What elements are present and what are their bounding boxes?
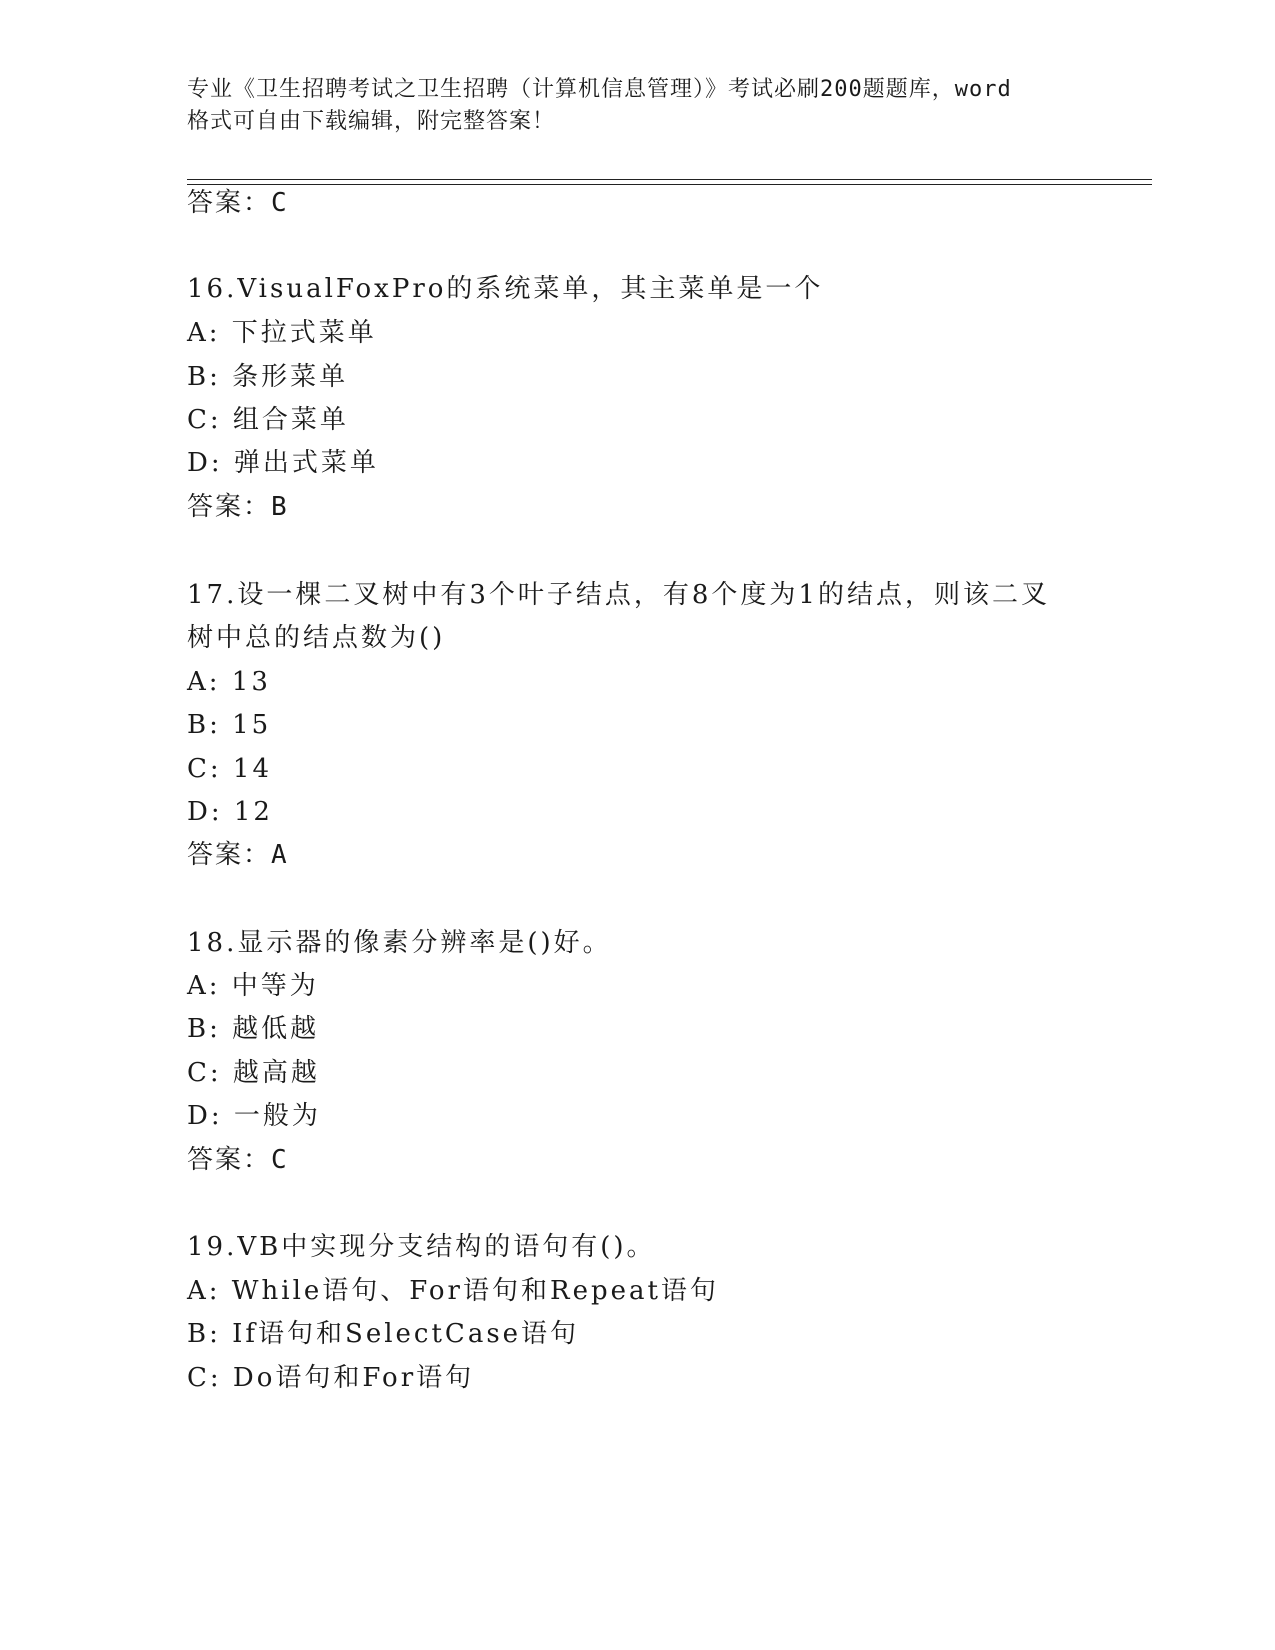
question-16-option-d: D: 弹出式菜单	[187, 448, 379, 478]
answer-label: 答案：	[187, 188, 272, 218]
header-divider-bottom	[187, 184, 1152, 185]
answer-value: C	[271, 188, 289, 218]
answer-value: C	[271, 1145, 289, 1175]
question-19-option-c: C: Do语句和For语句	[187, 1363, 475, 1393]
question-17-answer	[187, 838, 289, 872]
question-17-text-line-2: 树中总的结点数为()	[187, 623, 446, 653]
question-18-option-d: D: 一般为	[187, 1101, 321, 1131]
question-16-option-b: B: 条形菜单	[187, 362, 349, 392]
question-18-option-c: C: 越高越	[187, 1058, 320, 1088]
question-17-option-d: D: 12	[187, 797, 273, 827]
answer-line	[187, 186, 289, 220]
question-17-text-line-1: 17.设一棵二叉树中有3个叶子结点，有8个度为1的结点，则该二叉	[187, 580, 1050, 610]
answer-label: 答案：	[187, 492, 272, 522]
question-16-option-c: C: 组合菜单	[187, 405, 349, 435]
question-17-option-b: B: 15	[187, 710, 272, 740]
header-line-1: 专业《卫生招聘考试之卫生招聘（计算机信息管理）》考试必刷200题题库，word	[187, 77, 1012, 102]
question-16-option-a: A: 下拉式菜单	[187, 318, 377, 348]
question-19-option-a: A: While语句、For语句和Repeat语句	[187, 1276, 719, 1306]
question-18-text: 18.显示器的像素分辨率是()好。	[187, 928, 612, 958]
question-17-option-a: A: 13	[187, 667, 271, 697]
question-17-option-c: C: 14	[187, 754, 273, 784]
question-19-text: 19.VB中实现分支结构的语句有()。	[187, 1232, 656, 1262]
question-16-answer	[187, 490, 289, 524]
answer-label: 答案：	[187, 1145, 272, 1175]
header-line-2: 格式可自由下载编辑，附完整答案！	[187, 109, 556, 134]
answer-value: B	[271, 492, 289, 522]
answer-value: A	[271, 840, 289, 870]
question-18-answer	[187, 1143, 289, 1177]
question-18-option-a: A: 中等为	[187, 971, 319, 1001]
question-19-option-b: B: If语句和SelectCase语句	[187, 1319, 580, 1349]
question-18-option-b: B: 越低越	[187, 1014, 320, 1044]
answer-label: 答案：	[187, 840, 272, 870]
question-16-text: 16.VisualFoxPro的系统菜单，其主菜单是一个	[187, 274, 824, 304]
document-header	[187, 74, 1087, 138]
header-divider-top	[187, 179, 1152, 180]
